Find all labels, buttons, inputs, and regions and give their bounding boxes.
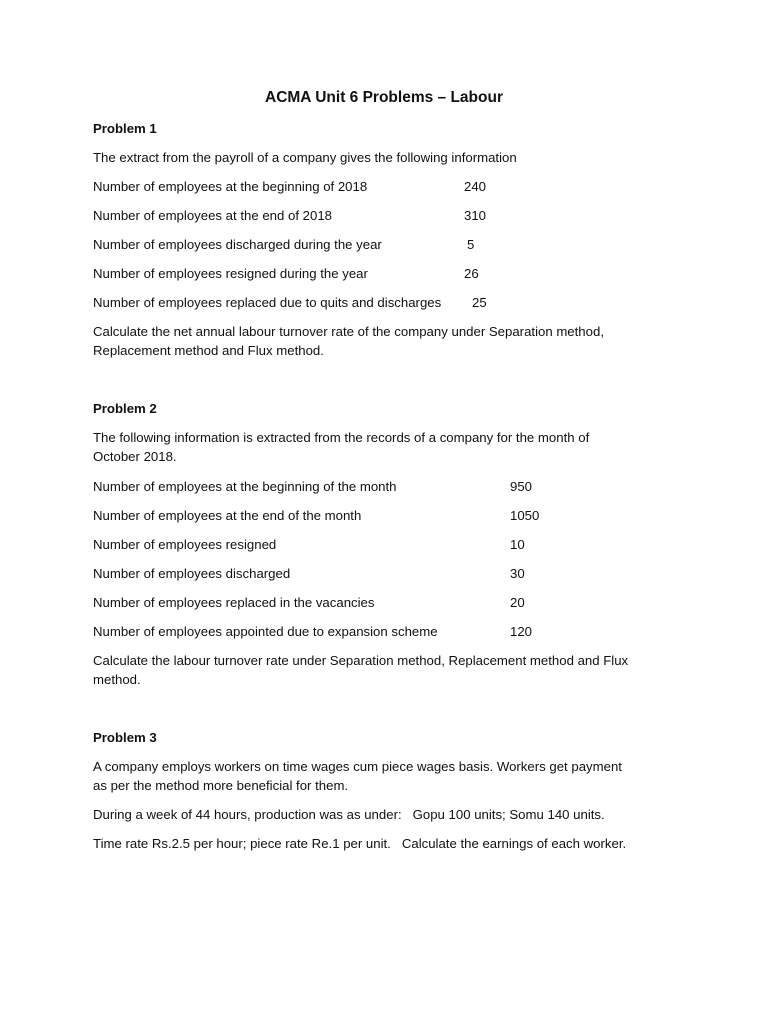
- row-value: 25: [472, 295, 487, 310]
- problem-2-heading: Problem 2: [93, 401, 157, 416]
- row-label: Number of employees replaced due to quits and discharges: [93, 295, 442, 310]
- problem-2-intro-line-2: October 2018.: [93, 449, 177, 464]
- row-label: Number of employees at the end of 2018: [93, 208, 332, 223]
- row-label: Number of employees at the beginning of the month: [93, 479, 397, 494]
- problem-1-question-line-2: Replacement method and Flux method.: [93, 343, 324, 358]
- problem-2-intro-line-1: The following information is extracted from the records of a company for the month of: [93, 430, 590, 445]
- row-label: Number of employees replaced in the vacancies: [93, 595, 375, 610]
- row-value: 5: [467, 237, 475, 252]
- row-value: 20: [510, 595, 525, 610]
- row-value: 310: [464, 208, 487, 223]
- row-value: 30: [510, 566, 525, 581]
- problem-3-para-3: Time rate Rs.2.5 per hour; piece rate Re.1 per unit. Calculate the earnings of each worker.: [93, 836, 627, 851]
- row-value: 1050: [510, 508, 540, 523]
- row-value: 120: [510, 624, 533, 639]
- problem-1-intro: The extract from the payroll of a company gives the following information: [93, 150, 517, 165]
- row-label: Number of employees at the beginning of 2018: [93, 179, 368, 194]
- problem-2-question-line-1: Calculate the labour turnover rate under Separation method, Replacement method and Flux: [93, 653, 629, 668]
- row-label: Number of employees resigned: [93, 537, 277, 552]
- row-value: 10: [510, 537, 525, 552]
- problem-3-para-1-line-1: A company employs workers on time wages cum piece wages basis. Workers get payment: [93, 759, 622, 774]
- row-label: Number of employees appointed due to expansion scheme: [93, 624, 438, 639]
- row-label: Number of employees discharged: [93, 566, 291, 581]
- problem-2-question-line-2: method.: [93, 672, 141, 687]
- problem-3-para-2: During a week of 44 hours, production was as under: Gopu 100 units; Somu 140 units.: [93, 807, 605, 822]
- row-value: 240: [464, 179, 487, 194]
- row-label: Number of employees discharged during the year: [93, 237, 382, 252]
- problem-3-para-1-line-2: as per the method more beneficial for them.: [93, 778, 349, 793]
- row-value: 26: [464, 266, 479, 281]
- row-value: 950: [510, 479, 533, 494]
- row-label: Number of employees at the end of the month: [93, 508, 362, 523]
- problem-1-heading: Problem 1: [93, 121, 157, 136]
- document-title: ACMA Unit 6 Problems – Labour: [265, 89, 503, 106]
- row-label: Number of employees resigned during the year: [93, 266, 368, 281]
- problem-3-heading: Problem 3: [93, 730, 157, 745]
- problem-1-question-line-1: Calculate the net annual labour turnover rate of the company under Separation method,: [93, 324, 604, 339]
